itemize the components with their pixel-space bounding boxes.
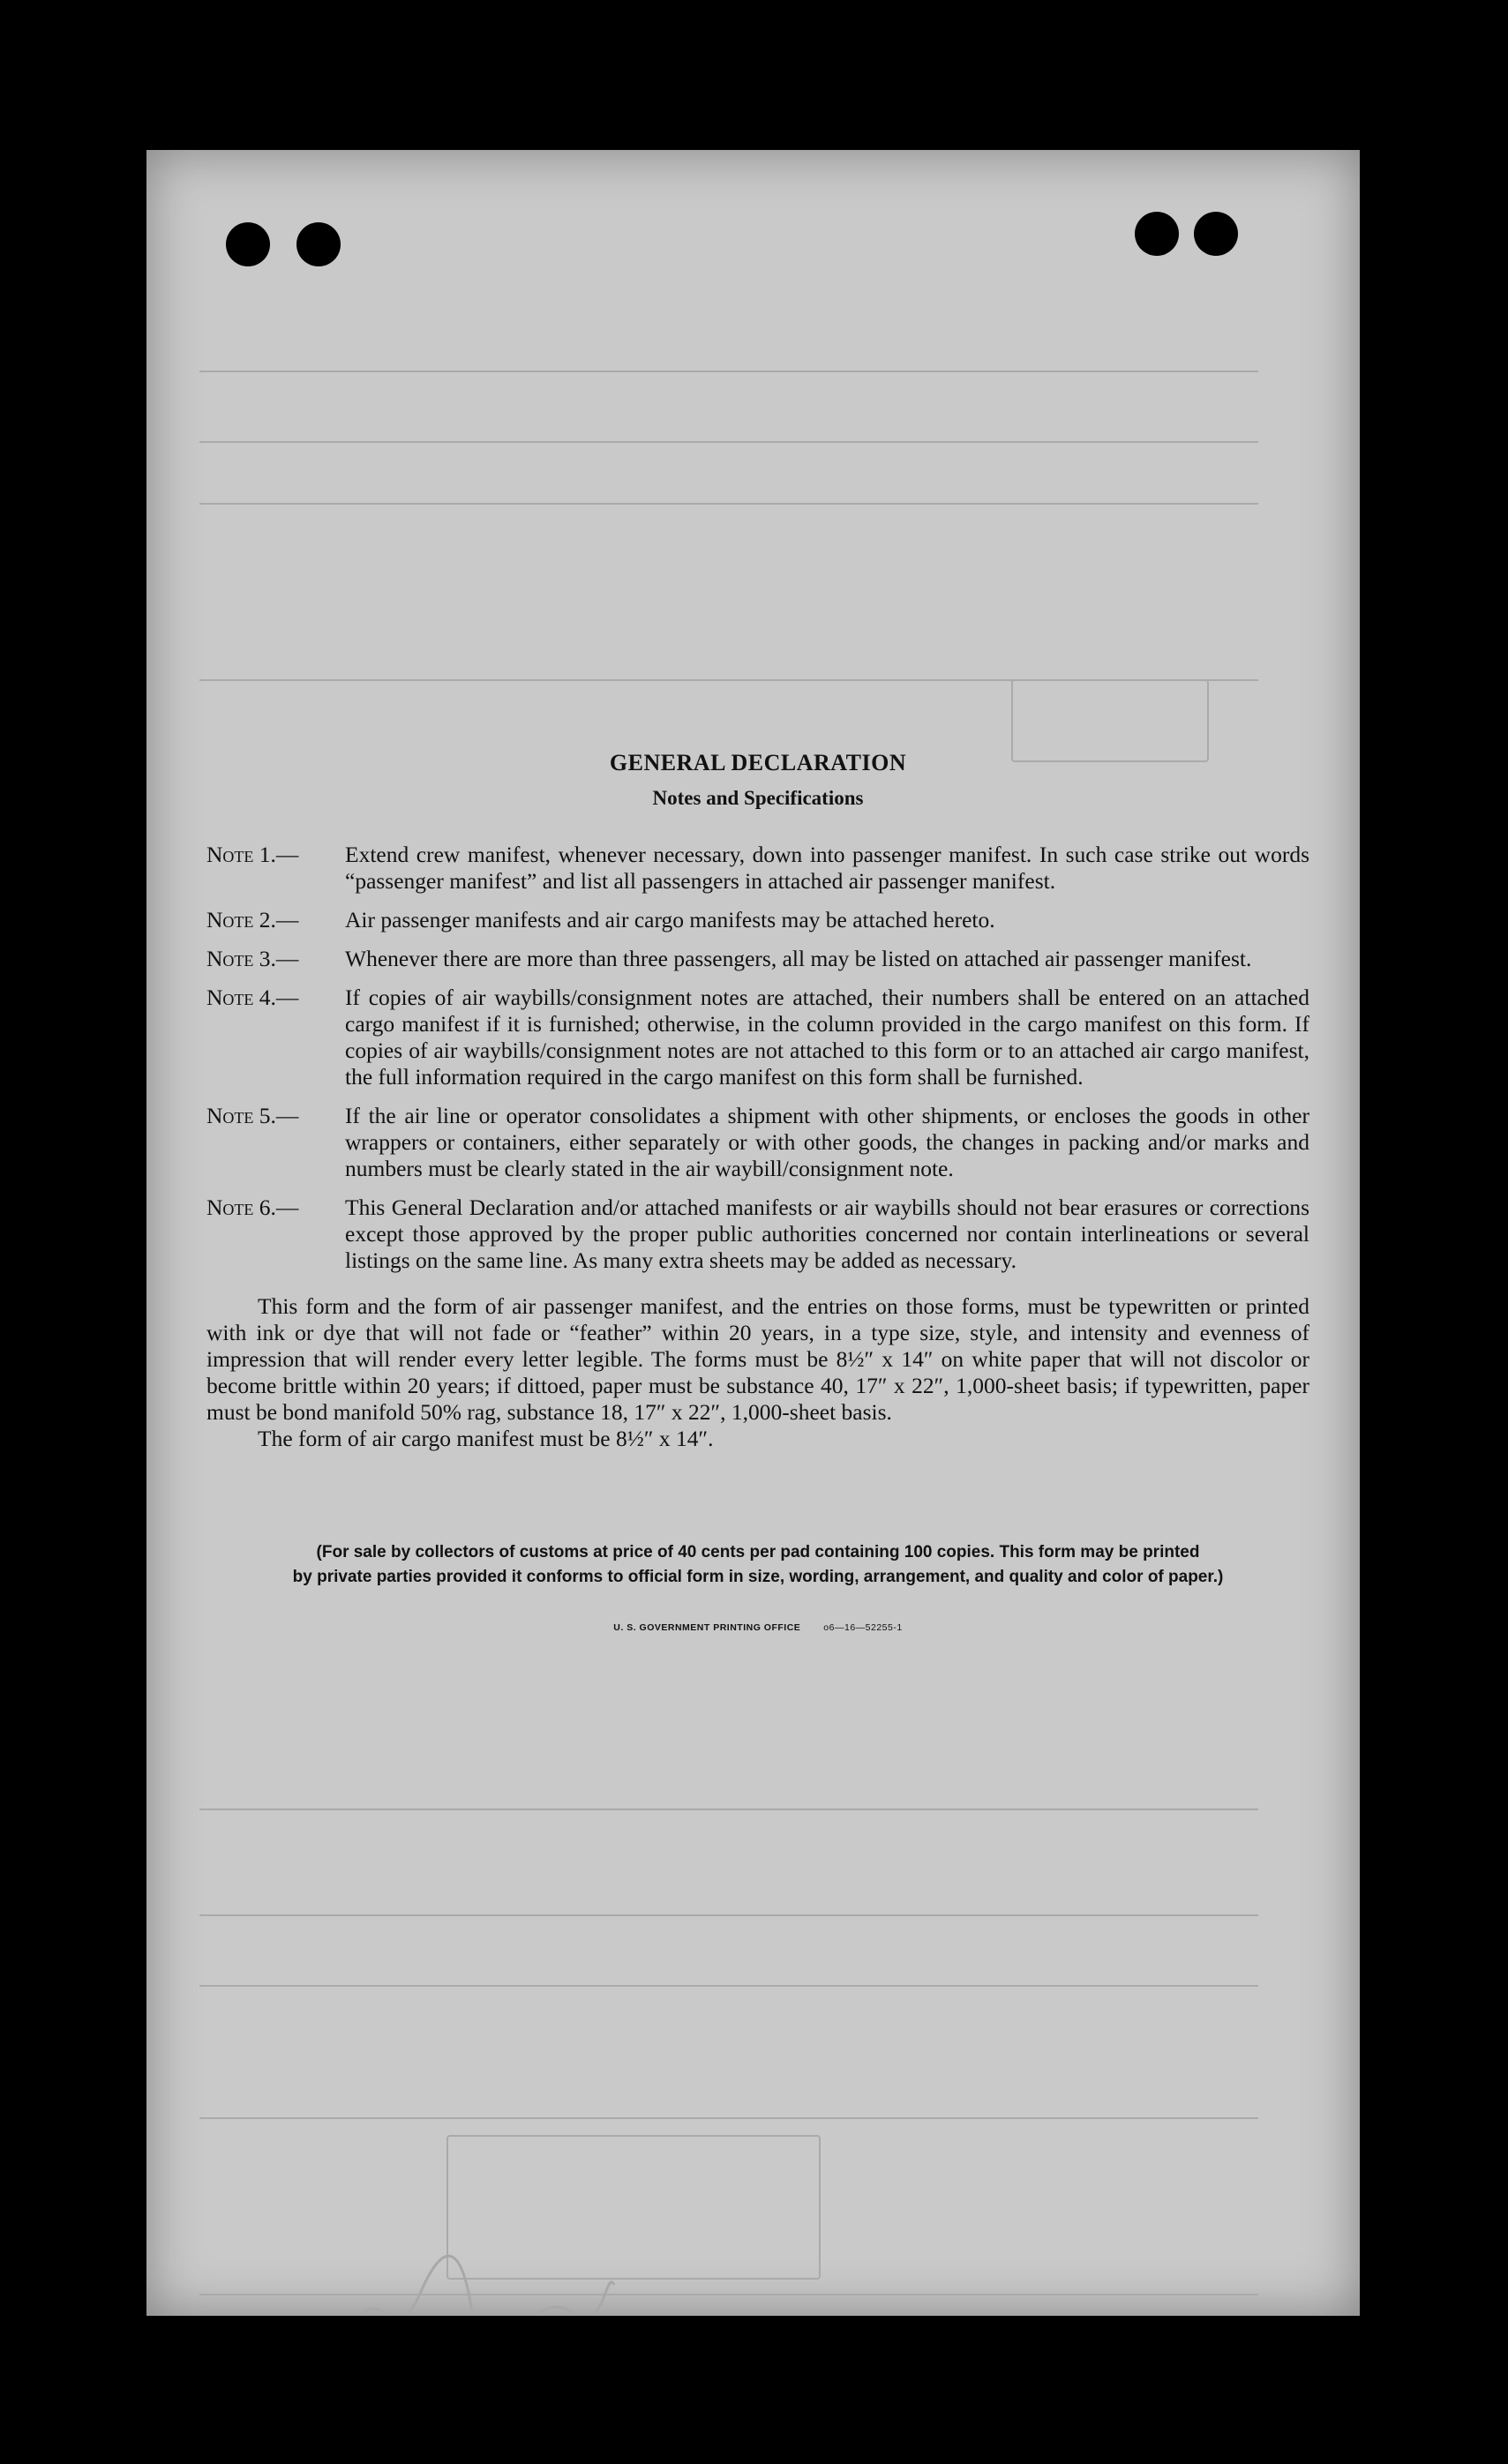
document-title: GENERAL DECLARATION	[609, 750, 907, 775]
note-text: Whenever there are more than three passengers, all may be listed on attached air passenger manifest.	[345, 946, 1252, 971]
note-label: Note 4.—	[206, 985, 299, 1010]
note-1	[206, 842, 1309, 895]
cargo-size-line: The form of air cargo manifest must be 8½″ x 14″.	[258, 1426, 714, 1451]
printer-imprint	[206, 1614, 1309, 1641]
gpo-number: o6—16—52255-1	[823, 1622, 903, 1633]
sale-note	[206, 1540, 1309, 1590]
punch-hole	[226, 222, 270, 266]
note-6	[206, 1195, 1309, 1274]
specifications-paragraph: This form and the form of air passenger manifest, and the entries on those forms, must be typewritten or printed with ink or dye that will not fade or “feather” within 20 years, in a type size, style, and intensity and evenness of impression that will render every letter legible. The forms must be 8½″ x 14″ on white paper that will not discolor or become brittle within 20 years; if dittoed, paper must be substance 40, 17″ x 22″, 1,000-sheet basis; if typewritten, paper must be bond manifold 50% rag, substance 18, 17″ x 22″, 1,000-sheet basis.	[206, 1293, 1309, 1425]
note-text: This General Declaration and/or attached manifests or air waybills should not bear erasures or corrections except those approved by the proper public authorities concerned nor contain interlineations or several listings on the same line. As many extra sheets may be added as necessary.	[345, 1195, 1309, 1273]
note-label: Note 2.—	[206, 907, 299, 932]
note-label: Note 5.—	[206, 1103, 299, 1128]
note-5	[206, 1103, 1309, 1182]
punch-hole	[1194, 212, 1238, 256]
note-label: Note 3.—	[206, 946, 299, 971]
show-through-line	[199, 441, 1258, 443]
document-subtitle: Notes and Specifications	[652, 787, 864, 809]
show-through-line	[199, 503, 1258, 505]
note-text: Air passenger manifests and air cargo manifests may be attached hereto.	[345, 907, 995, 932]
note-3	[206, 946, 1309, 972]
document-page	[146, 150, 1360, 2316]
show-through-line	[199, 371, 1258, 372]
signature-mark	[341, 2232, 623, 2316]
show-through-line	[199, 1914, 1258, 1916]
note-text: If the air line or operator consolidates a shipment with other shipments, or encloses the goods in other wrappers or containers, either separately or with other goods, the changes in packing and/or marks and numbers must be clearly stated in the air waybill/consignment note.	[345, 1103, 1309, 1181]
note-label: Note 6.—	[206, 1195, 299, 1220]
note-2	[206, 907, 1309, 933]
notes-section	[206, 750, 1309, 1641]
sale-note-line: (For sale by collectors of customs at price of 40 cents per pad containing 100 copies. This form may be printed	[316, 1543, 1200, 1562]
note-text: Extend crew manifest, whenever necessary, down into passenger manifest. In such case strike out words “passenger manifest” and list all passengers in attached air passenger manifest.	[345, 842, 1309, 894]
note-4	[206, 985, 1309, 1090]
show-through-line	[199, 2117, 1258, 2119]
note-text: If copies of air waybills/consignment notes are attached, their numbers shall be entered on an attached cargo manifest if it is furnished; otherwise, in the column provided in the cargo manifest on this form. If copies of air waybills/consignment notes are not attached to this form or to an attached air cargo manifest, the full information required in the cargo manifest on this form shall be furnished.	[345, 985, 1309, 1090]
gpo-label: U. S. GOVERNMENT PRINTING OFFICE	[613, 1622, 801, 1633]
show-through-line	[199, 1809, 1258, 1810]
punch-hole	[296, 222, 341, 266]
note-label: Note 1.—	[206, 842, 299, 867]
show-through-line	[199, 1985, 1258, 1987]
punch-hole	[1135, 212, 1179, 256]
sale-note-line: by private parties provided it conforms to official form in size, wording, arrangement, and quality and color of paper.)	[292, 1568, 1224, 1586]
